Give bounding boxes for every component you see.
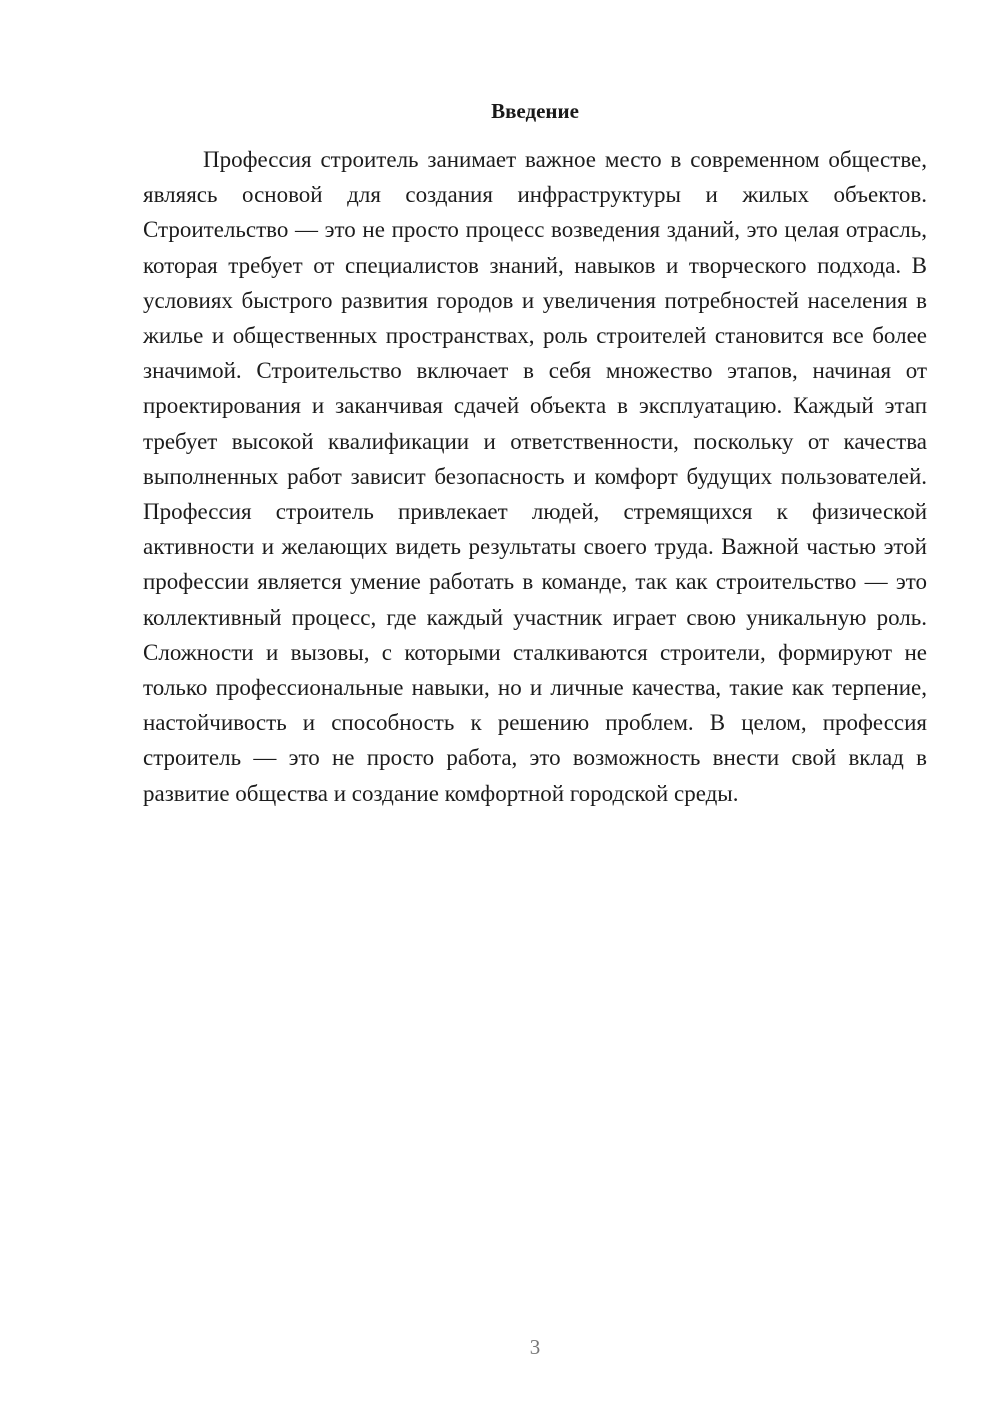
section-heading: Введение <box>491 99 579 123</box>
page-number: 3 <box>529 1335 541 1359</box>
body-paragraph: Профессия строитель занимает важное место в современном обществе, являясь основой для создания инфраструктуры и жилых объектов. Строительство — это не просто процесс возведения зданий, это целая отрасль, которая требует от специалистов знаний, навыков и творческого подхода. В условиях быстрого развития городов и увеличения потребностей населения в жилье и общественных пространствах, роль строителей становится все более значимой. Строительство включает в себя множество этапов, начиная от проектирования и заканчивая сдачей объекта в эксплуатацию. Каждый этап требует высокой квалификации и ответственности, поскольку от качества выполненных работ зависит безопасность и комфорт будущих пользователей. Профессия строитель привлекает людей, стремящихся к физической активности и желающих видеть результаты своего труда. Важной частью этой профессии является умение работать в команде, так как строительство — это коллективный процесс, где каждый участник играет свою уникальную роль. Сложности и вызовы, с которыми сталкиваются строители, формируют не только профессиональные навыки, но и личные качества, такие как терпение, настойчивость и способность к решению проблем. В целом, профессия строитель — это не просто работа, это возможность внести свой вклад в развитие общества и создание комфортной городской среды. <box>143 147 927 806</box>
